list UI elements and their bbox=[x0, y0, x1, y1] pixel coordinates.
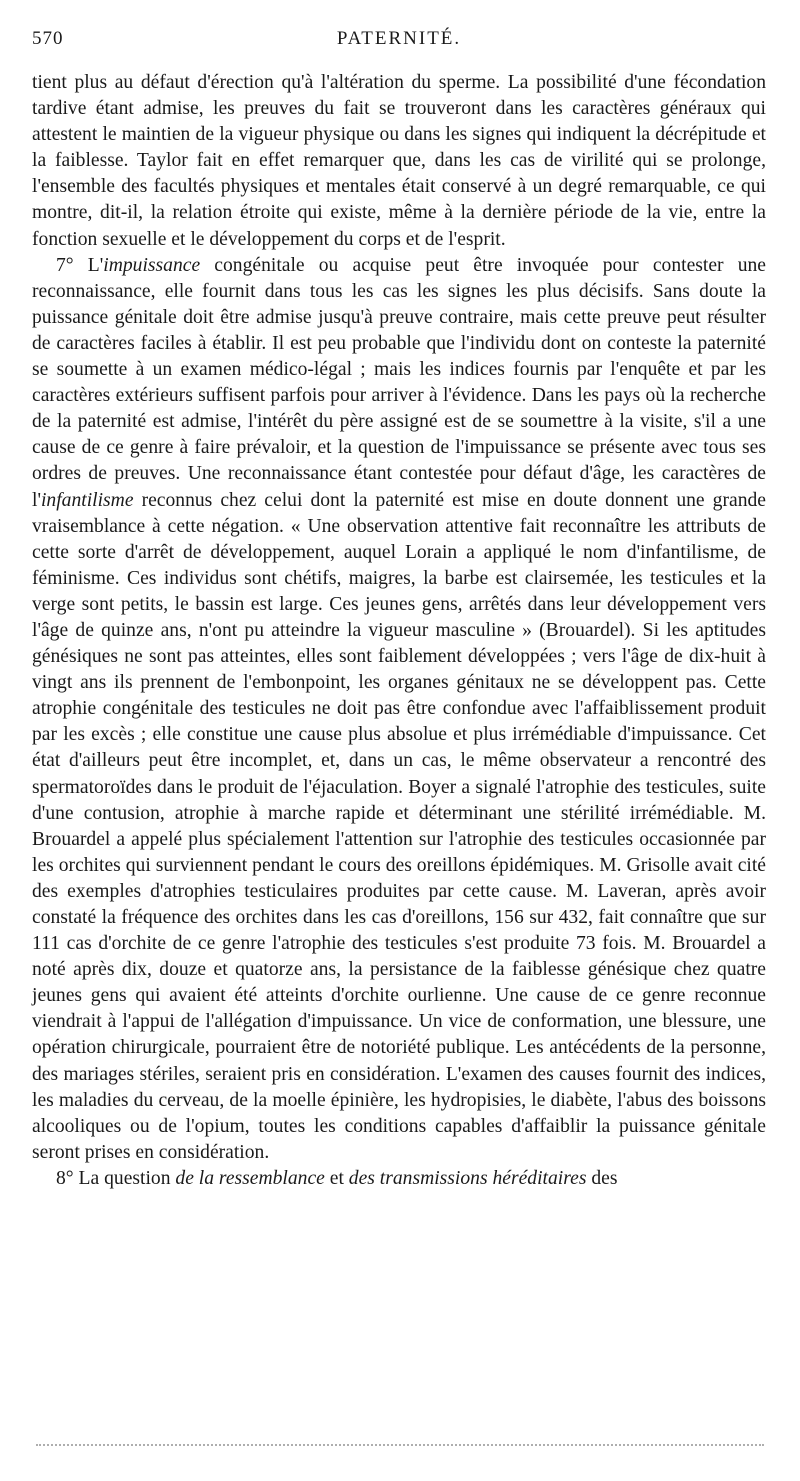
text-segment: et bbox=[324, 1167, 349, 1189]
text-segment: 7° L' bbox=[56, 254, 104, 276]
page-number: 570 bbox=[32, 28, 64, 49]
bottom-dotted-rule bbox=[36, 1444, 764, 1446]
running-title: PATERNITÉ. bbox=[336, 28, 462, 49]
text-segment: tient plus au défaut d'érection qu'à l'altération du sperme. La possibilité d'une fécondation tardive étant admise, les preuves du fait se trouveront dans les caractères généraux qui attestent le maintien de la vigueur physique ou dans les signes qui indiquent la décrépitude et la faiblesse. Taylor fait en effet remarquer que, dans les cas de virilité qui se prolonge, l'ensemble des facultés physiques et mentales était conservé à un degré remarquable, ce qui montre, dit-il, la relation étroite qui existe, même à la dernière période de la vie, entre la fonction sexuelle et le développement du corps et de l'esprit. bbox=[32, 72, 766, 250]
italic-term-transmissions: des transmissions héréditaires bbox=[348, 1167, 587, 1189]
paragraph-impuissance bbox=[32, 253, 766, 1166]
body-text bbox=[32, 70, 766, 1192]
paragraph-continuation bbox=[32, 70, 766, 253]
text-segment: des bbox=[586, 1167, 618, 1189]
italic-term-infantilisme: infantilisme bbox=[40, 489, 134, 511]
text-segment: reconnus chez celui dont la paternité est mise en doute donnent une grande vraisemblance à cette négation. « Une observation attentive fait reconnaître les attributs de cette sorte d'arrêt de développement, auquel Lorain a appliqué le nom d'infantilisme, de féminisme. Ces individus sont chétifs, maigres, la barbe est clairsemée, les testicules et la verge sont petits, le bassin est large. Ces jeunes gens, arrêtés dans leur développement vers l'âge de quinze ans, n'ont pu atteindre la vigueur masculine » (Brouardel). Si les aptitudes génésiques ne sont pas atteintes, elles sont faiblement développées ; vers l'âge de dix-huit à vingt ans ils prennent de l'embonpoint, les organes génitaux ne se développent pas. Cette atrophie congénitale des testicules ne doit pas être confondue avec l'affaiblissement produit par les excès ; elle constitue une cause plus absolue et plus irrémédiable d'impuissance. Cet état d'ailleurs peut être incomplet, et, dans un cas, le même observateur a rencontré des spermatoroïdes dans le produit de l'éjaculation. Boyer a signalé l'atrophie des testicules, suite d'une contusion, atrophie à marche rapide et déterminant une stérilité irrémédiable. M. Brouardel a appelé plus spécialement l'attention sur l'atrophie des testicules occasionnée par les orchites qui surviennent pendant le cours des oreillons épidémiques. M. Grisolle avait cité des exemples d'atrophies testiculaires produites par cette cause. M. Laveran, après avoir constaté la fréquence des orchites dans les cas d'oreillons, 156 sur 432, fait connaître que sur 111 cas d'orchite de ce genre l'atrophie des testicules s'est produite 73 fois. M. Brouardel a noté après dix, douze et quatorze ans, la persistance de la faiblesse génésique chez quatre jeunes gens qui avaient été atteints d'orchite ourlienne. Une cause de ce genre reconnue viendrait à l'appui de l'allégation d'impuissance. Un vice de conformation, une blessure, une opération chirurgicale, pourraient être de notoriété publique. Les antécédents de la personne, des mariages stériles, seraient pris en considération. L'examen des causes fournit des indices, les maladies du cerveau, de la moelle épinière, les hydropisies, le diabète, l'abus des boissons alcooliques ou de l'opium, toutes les conditions capables d'affaiblir la puissance génitale seront prises en considération. bbox=[32, 489, 766, 1163]
book-page bbox=[32, 28, 766, 1192]
italic-term-impuissance: impuissance bbox=[103, 254, 201, 276]
running-head bbox=[32, 28, 766, 58]
paragraph-ressemblance bbox=[32, 1166, 766, 1192]
text-segment: 8° La question bbox=[56, 1167, 176, 1189]
text-segment: congénitale ou acquise peut être invoquée pour contester une reconnaissance, elle fournit dans tous les cas les signes les plus décisifs. Sans doute la puissance génitale doit être admise jusqu'à preuve contraire, mais cette preuve peut résulter de caractères faciles à établir. Il est peu probable que l'individu dont on conteste la paternité se soumette à un examen médico-légal ; mais les indices fournis par l'enquête et par les caractères extérieurs suffisent parfois pour arriver à l'évidence. Dans les pays où la recherche de la paternité est admise, l'intérêt du père assigné est de se soumettre à la visite, s'il a une cause de ce genre à faire prévaloir, et la question de l'impuissance se présente avec tous ses ordres de preuves. Une reconnaissance étant contestée pour défaut d'âge, les caractères de l' bbox=[32, 254, 766, 511]
italic-term-ressemblance: de la ressemblance bbox=[175, 1167, 325, 1189]
